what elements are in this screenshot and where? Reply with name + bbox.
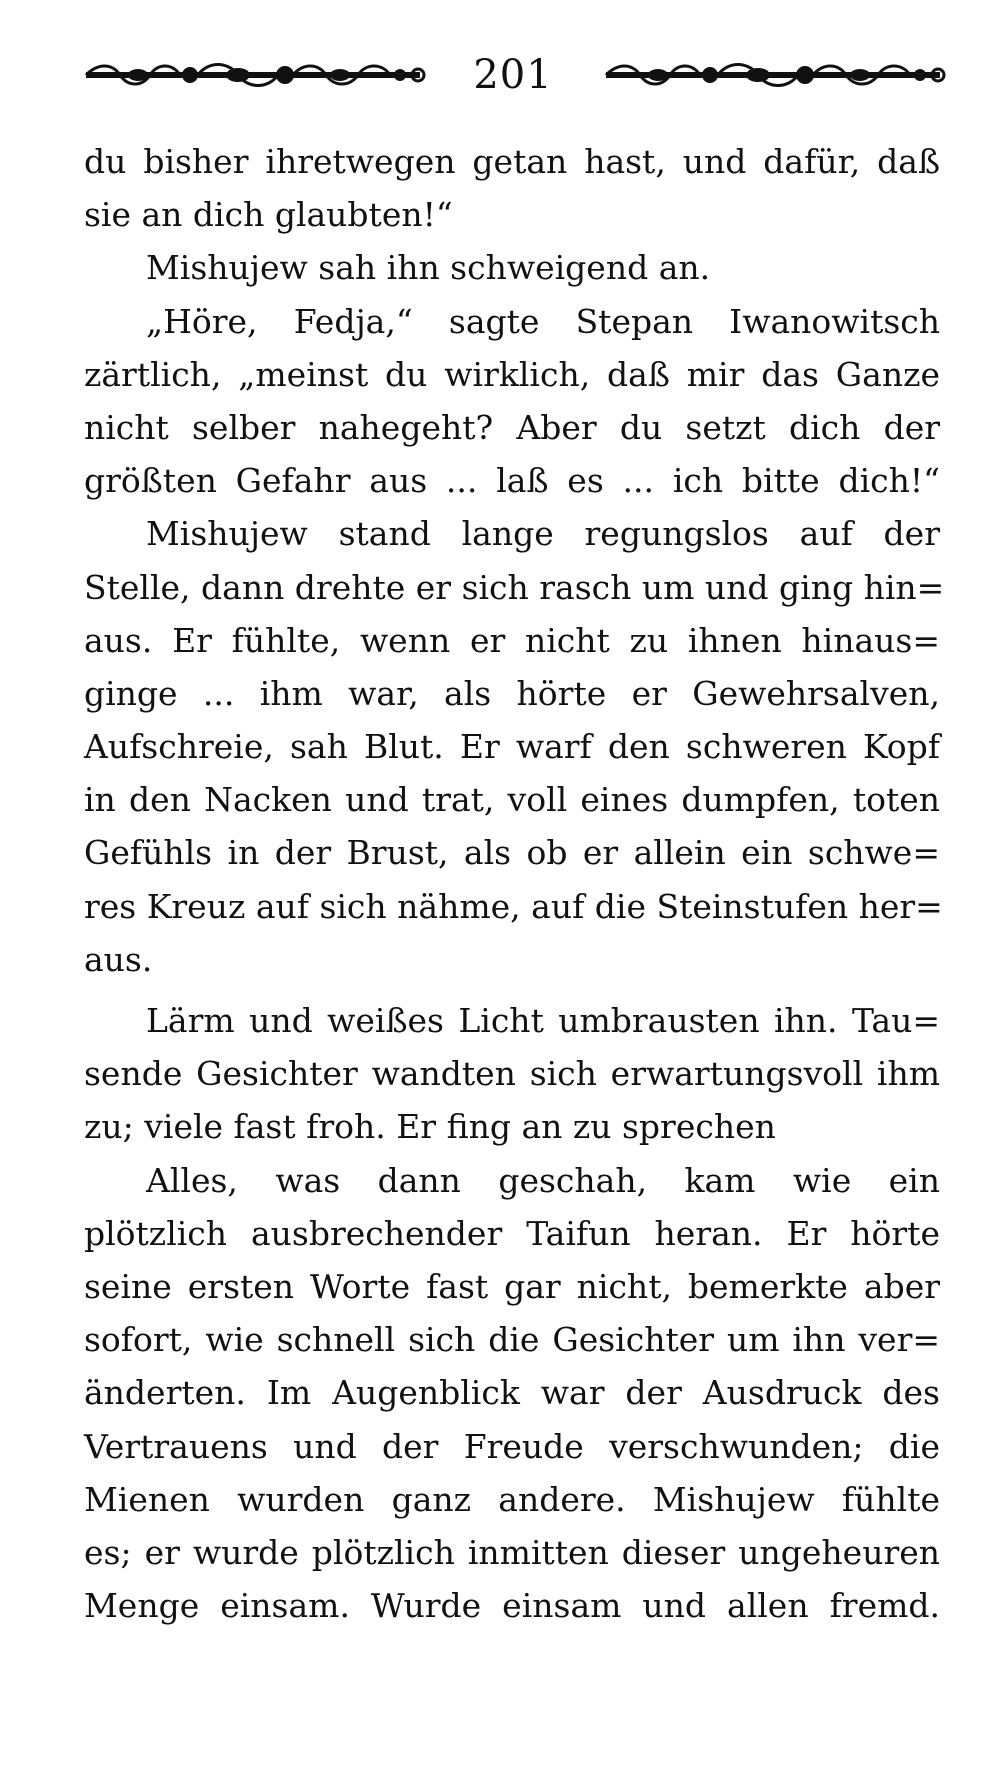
page-header — [78, 40, 948, 110]
text-line: es; er wurde plötzlich inmitten dieser ungeheuren — [84, 1532, 940, 1572]
text-line: zu; viele fast froh. Er fing an zu sprechen — [84, 1107, 776, 1147]
right-ornament-icon — [598, 55, 948, 95]
text-line: Mienen wurden ganz andere. Mishujew fühlte — [84, 1479, 940, 1519]
text-line: aus. — [84, 939, 153, 979]
text-line: Menge einsam. Wurde einsam und allen fremd. — [84, 1586, 940, 1626]
text-line: aus. Er fühlte, wenn er nicht zu ihnen hinaus= — [84, 620, 940, 660]
text-line: Aufschreie, sah Blut. Er warf den schweren Kopf — [84, 727, 940, 767]
text-line: du bisher ihretwegen getan hast, und dafür, daß — [84, 142, 940, 181]
text-line: „Höre, Fedja,“ sagte Stepan Iwanowitsch — [146, 301, 940, 341]
text-line: zärtlich, „meinst du wirklich, daß mir das Ganze — [84, 354, 940, 394]
text-line: Mishujew sah ihn schweigend an. — [146, 248, 711, 288]
text-line: Gefühls in der Brust, als ob er allein ein schwe= — [84, 833, 940, 873]
page-text — [84, 135, 945, 1632]
text-line: seine ersten Worte fast gar nicht, bemerkte aber — [84, 1266, 940, 1306]
page-number: 201 — [473, 52, 553, 98]
text-line: Mishujew stand lange regungslos auf der — [146, 514, 940, 554]
text-line: res Kreuz auf sich nähme, auf die Steinstufen her= — [84, 886, 943, 926]
text-line: änderten. Im Augenblick war der Ausdruck des — [84, 1373, 940, 1413]
text-line: Stelle, dann drehte er sich rasch um und ging hin= — [84, 567, 945, 607]
text-line: Lärm und weißes Licht umbrausten ihn. Tau= — [146, 1001, 940, 1040]
left-ornament-icon — [78, 55, 428, 95]
text-line: sie an dich glaubten!“ — [84, 195, 453, 235]
text-line: Alles, was dann geschah, kam wie ein — [146, 1160, 940, 1200]
text-line: nicht selber nahegeht? Aber du setzt dich der — [84, 407, 940, 447]
text-line: Vertrauens und der Freude verschwunden; die — [84, 1426, 940, 1466]
text-line: sende Gesichter wandten sich erwartungsvoll ihm — [84, 1054, 940, 1094]
text-line: ginge ... ihm war, als hörte er Gewehrsalven, — [84, 673, 940, 713]
text-line: sofort, wie schnell sich die Gesichter um ihn ver= — [84, 1320, 940, 1360]
text-line: in den Nacken und trat, voll eines dumpfen, toten — [84, 780, 940, 820]
text-line: größten Gefahr aus ... laß es ... ich bitte dich!“ — [84, 461, 940, 501]
text-line: plötzlich ausbrechender Taifun heran. Er hörte — [84, 1213, 940, 1253]
